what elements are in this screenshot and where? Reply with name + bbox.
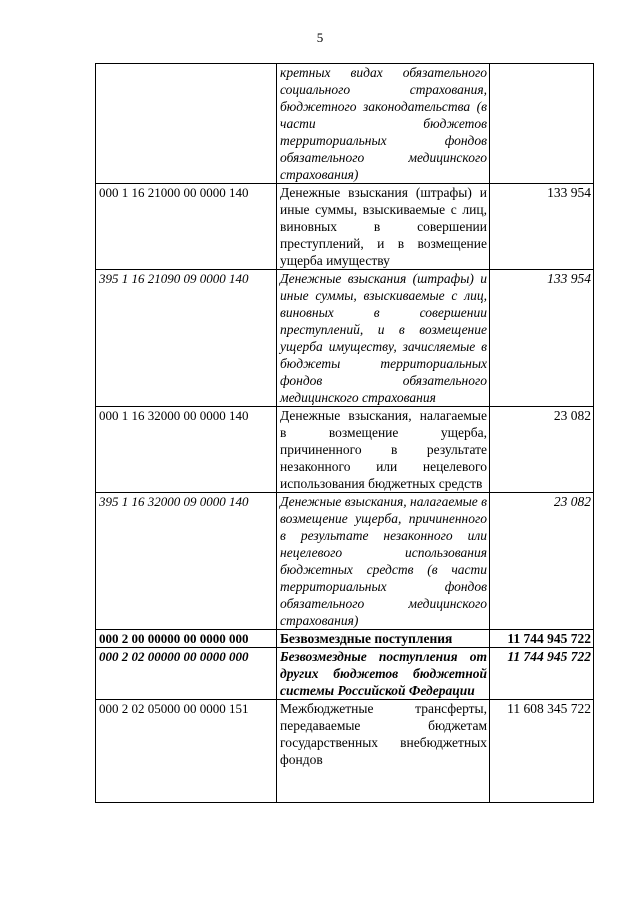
amount: 133 954 bbox=[490, 270, 594, 407]
amount: 133 954 bbox=[490, 184, 594, 270]
revenue-name: Безвозмездные поступления от других бюджетов бюджетной системы Российской Федерации bbox=[277, 648, 490, 700]
revenue-name: Межбюджетные трансферты, передаваемые бюджетам государственных внебюджетных фондов bbox=[277, 700, 490, 803]
revenue-name: кретных видах обязательного социального страхования, бюджетного законодательства (в части бюджетов территориальных фондов обязательного медицинского страхования) bbox=[277, 64, 490, 184]
classification-code: 395 1 16 21090 09 0000 140 bbox=[96, 270, 277, 407]
amount: 11 744 945 722 bbox=[490, 648, 594, 700]
classification-code: 000 2 02 00000 00 0000 000 bbox=[96, 648, 277, 700]
table-row bbox=[96, 64, 594, 184]
table-row bbox=[96, 493, 594, 630]
table-row bbox=[96, 270, 594, 407]
revenue-name: Безвозмездные поступления bbox=[277, 630, 490, 648]
classification-code: 000 1 16 21000 00 0000 140 bbox=[96, 184, 277, 270]
classification-code bbox=[96, 64, 277, 184]
revenue-name: Денежные взыскания (штрафы) и иные суммы, взыскиваемые с лиц, виновных в совершении преступлений, и в возмещение ущерба имуществу, зачисляемые в бюджеты территориальных фондов обязательного медицинского страхования bbox=[277, 270, 490, 407]
classification-code: 000 1 16 32000 00 0000 140 bbox=[96, 407, 277, 493]
revenue-name: Денежные взыскания, налагаемые в возмещение ущерба, причиненного в результате незаконного или нецелевого использования бюджетных средств bbox=[277, 407, 490, 493]
table-row bbox=[96, 630, 594, 648]
amount bbox=[490, 64, 594, 184]
classification-code: 000 2 02 05000 00 0000 151 bbox=[96, 700, 277, 803]
table-row bbox=[96, 648, 594, 700]
revenue-name: Денежные взыскания, налагаемые в возмещение ущерба, причиненного в результате незаконного или нецелевого использования бюджетных средств (в части территориальных фондов обязательного медицинского страхования) bbox=[277, 493, 490, 630]
classification-code: 395 1 16 32000 09 0000 140 bbox=[96, 493, 277, 630]
page-number: 5 bbox=[316, 30, 324, 45]
amount: 23 082 bbox=[490, 407, 594, 493]
revenue-name: Денежные взыскания (штрафы) и иные суммы, взыскиваемые с лиц, виновных в совершении преступлений, и в возмещение ущерба имуществу bbox=[277, 184, 490, 270]
table-row bbox=[96, 700, 594, 803]
table-row bbox=[96, 407, 594, 493]
amount: 11 608 345 722 bbox=[490, 700, 594, 803]
budget-revenue-table bbox=[95, 63, 594, 803]
amount: 11 744 945 722 bbox=[490, 630, 594, 648]
table-row bbox=[96, 184, 594, 270]
amount: 23 082 bbox=[490, 493, 594, 630]
classification-code: 000 2 00 00000 00 0000 000 bbox=[96, 630, 277, 648]
